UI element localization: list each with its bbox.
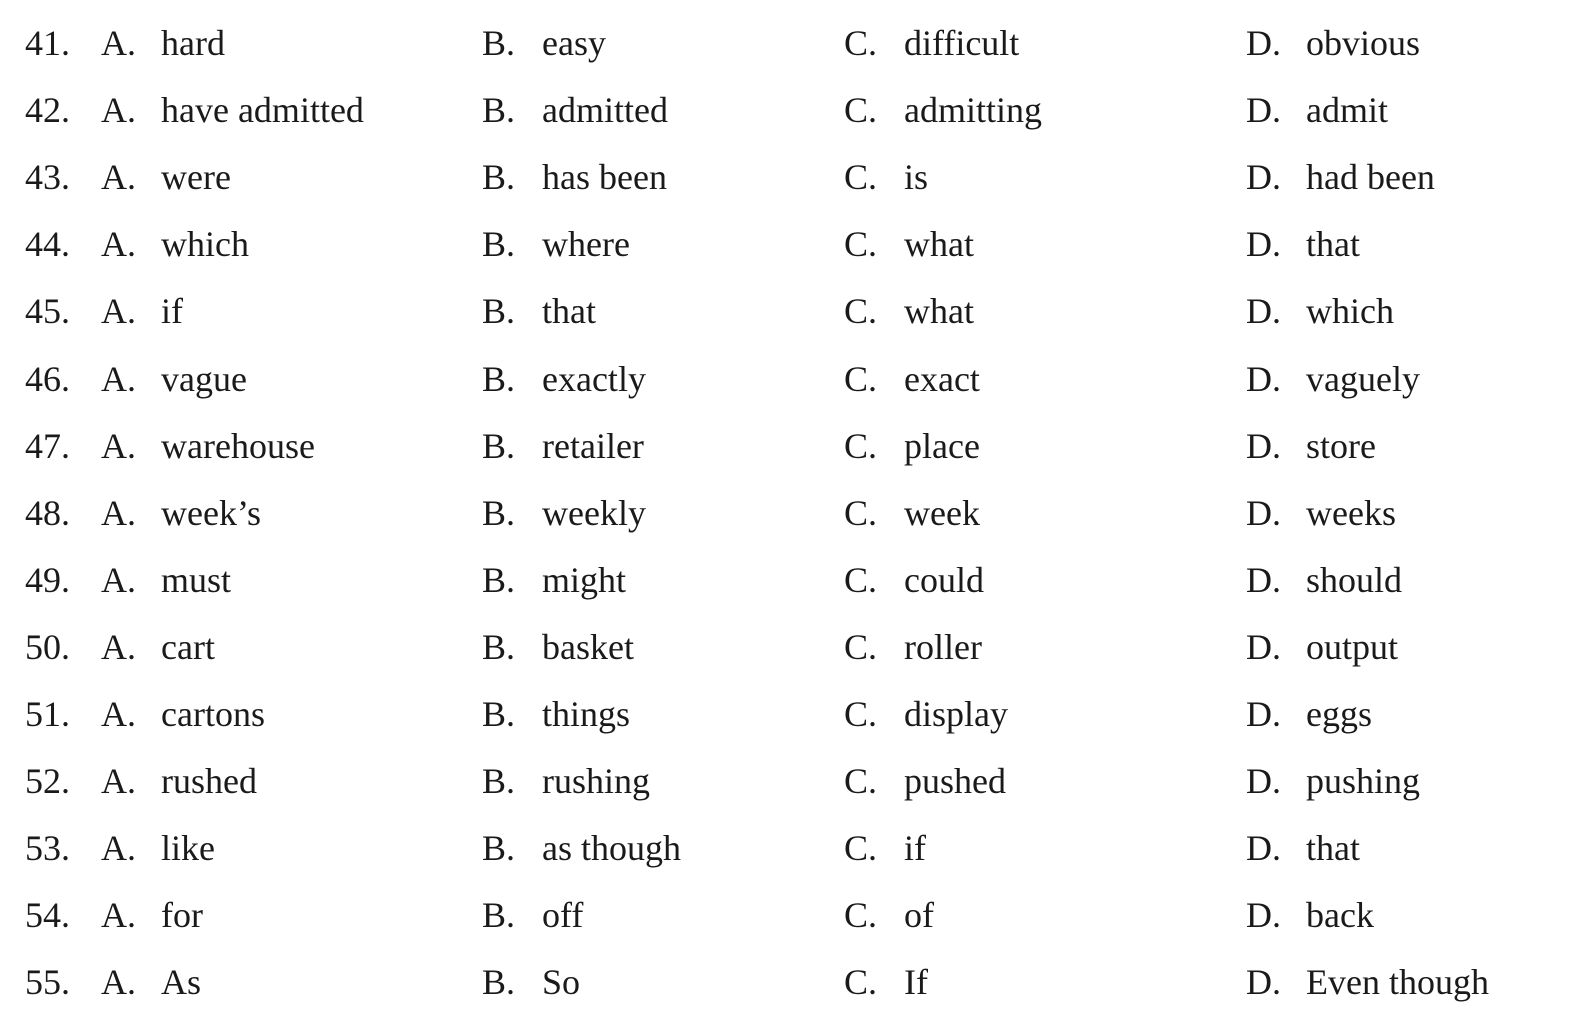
option-letter: B.	[482, 828, 516, 869]
option-letter: C.	[844, 23, 878, 63]
option-text: weekly	[542, 492, 646, 533]
option-letter: D.	[1246, 23, 1281, 63]
option-text: which	[161, 224, 249, 265]
option-letter: A.	[101, 559, 136, 600]
option-d	[1246, 614, 1399, 681]
question-row	[0, 815, 1572, 882]
option-a	[101, 10, 225, 77]
option-letter: C.	[844, 90, 878, 131]
option-text: might	[542, 559, 627, 600]
question-number: 51.	[25, 694, 70, 734]
question-row	[0, 413, 1572, 480]
option-b	[482, 949, 581, 1016]
option-a	[101, 278, 183, 345]
option-letter: A.	[101, 626, 136, 667]
question-number: 52.	[25, 761, 70, 802]
option-letter: D.	[1246, 224, 1281, 265]
option-text: weeks	[1306, 492, 1396, 533]
option-d	[1246, 547, 1403, 614]
option-text: exactly	[542, 358, 646, 399]
option-c	[844, 211, 974, 278]
option-letter: C.	[844, 626, 878, 667]
question-row	[0, 882, 1572, 949]
question-number: 50.	[25, 626, 70, 667]
option-letter: D.	[1246, 895, 1281, 936]
option-text: obvious	[1306, 23, 1421, 63]
option-a	[101, 748, 257, 815]
question-number: 41.	[25, 23, 70, 63]
option-letter: D.	[1246, 761, 1281, 802]
option-b	[482, 547, 627, 614]
option-a	[101, 77, 364, 144]
question-number: 46.	[25, 358, 70, 399]
option-b	[482, 681, 631, 748]
option-text: rushing	[542, 761, 650, 802]
option-c	[844, 815, 926, 882]
question-number: 54.	[25, 895, 70, 936]
option-text: easy	[542, 23, 606, 63]
option-text: place	[904, 425, 980, 466]
option-text: week’s	[161, 492, 261, 533]
option-letter: C.	[844, 694, 878, 734]
option-letter: B.	[482, 962, 516, 1003]
option-c	[844, 614, 982, 681]
option-b	[482, 77, 668, 144]
option-letter: B.	[482, 358, 516, 399]
option-text: rushed	[161, 761, 257, 802]
option-text: So	[542, 962, 581, 1003]
option-d	[1246, 211, 1360, 278]
option-text: what	[904, 224, 974, 265]
option-letter: B.	[482, 895, 516, 936]
option-a	[101, 144, 231, 211]
option-text: basket	[542, 626, 634, 667]
option-letter: A.	[101, 23, 136, 63]
option-text: things	[542, 694, 631, 734]
option-letter: D.	[1246, 828, 1281, 869]
option-letter: A.	[101, 157, 136, 198]
option-text: as though	[542, 828, 681, 869]
option-text: has been	[542, 157, 667, 198]
option-text: admit	[1306, 90, 1388, 131]
option-a	[101, 547, 232, 614]
option-b	[482, 480, 646, 547]
option-text: that	[1306, 828, 1360, 869]
option-letter: D.	[1246, 626, 1281, 667]
option-text: roller	[904, 626, 982, 667]
option-text: If	[904, 962, 928, 1003]
option-text: is	[904, 157, 929, 198]
question-row	[0, 949, 1572, 1016]
option-text: retailer	[542, 425, 644, 466]
option-d	[1246, 10, 1421, 77]
option-text: week	[904, 492, 980, 533]
option-text: warehouse	[161, 425, 315, 466]
option-b	[482, 748, 650, 815]
option-b	[482, 614, 634, 681]
option-c	[844, 10, 1020, 77]
option-letter: A.	[101, 291, 136, 332]
option-letter: D.	[1246, 694, 1281, 734]
option-b	[482, 278, 596, 345]
option-text: Even though	[1306, 962, 1489, 1003]
option-a	[101, 480, 261, 547]
option-letter: A.	[101, 224, 136, 265]
option-letter: B.	[482, 626, 516, 667]
option-text: cartons	[161, 694, 265, 734]
option-text: were	[161, 157, 231, 198]
option-c	[844, 144, 929, 211]
option-letter: C.	[844, 828, 878, 869]
option-text: back	[1306, 895, 1374, 936]
option-letter: C.	[844, 962, 878, 1003]
option-d	[1246, 480, 1396, 547]
option-b	[482, 144, 667, 211]
option-d	[1246, 144, 1435, 211]
option-letter: D.	[1246, 425, 1281, 466]
question-row	[0, 211, 1572, 278]
option-letter: A.	[101, 694, 136, 734]
option-text: vaguely	[1306, 358, 1420, 399]
option-text: pushed	[904, 761, 1006, 802]
option-letter: D.	[1246, 157, 1281, 198]
question-number: 48.	[25, 492, 70, 533]
option-text: As	[161, 962, 202, 1003]
option-text: have admitted	[161, 90, 364, 131]
option-letter: C.	[844, 291, 878, 332]
option-text: that	[1306, 224, 1360, 265]
option-letter: B.	[482, 425, 516, 466]
option-letter: B.	[482, 23, 516, 63]
option-letter: B.	[482, 291, 516, 332]
option-a	[101, 815, 215, 882]
question-number: 45.	[25, 291, 70, 332]
question-row	[0, 748, 1572, 815]
option-d	[1246, 278, 1394, 345]
option-letter: B.	[482, 157, 516, 198]
option-d	[1246, 346, 1420, 413]
question-row	[0, 77, 1572, 144]
option-c	[844, 547, 984, 614]
option-d	[1246, 882, 1374, 949]
option-letter: C.	[844, 559, 878, 600]
option-a	[101, 211, 249, 278]
option-a	[101, 949, 202, 1016]
option-b	[482, 211, 630, 278]
option-letter: C.	[844, 224, 878, 265]
option-letter: B.	[482, 492, 516, 533]
option-d	[1246, 681, 1372, 748]
question-row	[0, 346, 1572, 413]
option-d	[1246, 748, 1421, 815]
option-a	[101, 346, 247, 413]
option-letter: A.	[101, 492, 136, 533]
option-text: what	[904, 291, 974, 332]
option-letter: B.	[482, 559, 516, 600]
question-row	[0, 547, 1572, 614]
question-number: 44.	[25, 224, 70, 265]
option-letter: A.	[101, 895, 136, 936]
option-letter: C.	[844, 425, 878, 466]
option-b	[482, 346, 646, 413]
question-number: 47.	[25, 425, 70, 466]
option-text: pushing	[1306, 761, 1421, 802]
option-b	[482, 413, 644, 480]
option-a	[101, 614, 215, 681]
option-letter: D.	[1246, 358, 1281, 399]
option-letter: B.	[482, 694, 516, 734]
option-text: cart	[161, 626, 215, 667]
option-letter: A.	[101, 90, 136, 131]
option-d	[1246, 413, 1376, 480]
option-text: hard	[161, 23, 225, 63]
option-d	[1246, 949, 1489, 1016]
option-text: off	[542, 895, 584, 936]
option-text: admitted	[542, 90, 668, 131]
option-text: for	[161, 895, 203, 936]
option-text: if	[904, 828, 926, 869]
option-c	[844, 949, 928, 1016]
option-letter: D.	[1246, 962, 1281, 1003]
option-text: admitting	[904, 90, 1042, 131]
option-letter: C.	[844, 358, 878, 399]
option-text: where	[542, 224, 630, 265]
option-d	[1246, 815, 1360, 882]
option-b	[482, 882, 584, 949]
option-text: output	[1306, 626, 1399, 667]
option-letter: A.	[101, 358, 136, 399]
option-letter: B.	[482, 90, 516, 131]
question-number: 53.	[25, 828, 70, 869]
option-text: should	[1306, 559, 1403, 600]
option-letter: A.	[101, 761, 136, 802]
option-text: vague	[161, 358, 247, 399]
option-letter: C.	[844, 157, 878, 198]
option-letter: C.	[844, 492, 878, 533]
option-c	[844, 77, 1042, 144]
question-row	[0, 480, 1572, 547]
option-letter: D.	[1246, 291, 1281, 332]
option-letter: C.	[844, 895, 878, 936]
question-number: 55.	[25, 962, 70, 1003]
option-a	[101, 413, 315, 480]
option-text: eggs	[1306, 694, 1372, 734]
option-letter: B.	[482, 761, 516, 802]
option-text: had been	[1306, 157, 1435, 198]
option-c	[844, 413, 980, 480]
option-letter: A.	[101, 828, 136, 869]
option-letter: D.	[1246, 90, 1281, 131]
question-row	[0, 144, 1572, 211]
option-text: if	[161, 291, 183, 332]
option-text: of	[904, 895, 934, 936]
option-letter: C.	[844, 761, 878, 802]
option-text: could	[904, 559, 984, 600]
option-letter: D.	[1246, 492, 1281, 533]
option-text: that	[542, 291, 596, 332]
option-a	[101, 681, 265, 748]
option-c	[844, 681, 1008, 748]
option-letter: D.	[1246, 559, 1281, 600]
question-number: 49.	[25, 559, 70, 600]
option-text: store	[1306, 425, 1376, 466]
option-c	[844, 748, 1006, 815]
option-c	[844, 278, 974, 345]
option-text: display	[904, 694, 1008, 734]
option-a	[101, 882, 203, 949]
option-text: like	[161, 828, 215, 869]
option-c	[844, 882, 934, 949]
question-row	[0, 278, 1572, 345]
option-d	[1246, 77, 1388, 144]
question-number: 42.	[25, 90, 70, 131]
option-b	[482, 10, 606, 77]
option-letter: A.	[101, 962, 136, 1003]
option-letter: A.	[101, 425, 136, 466]
question-row	[0, 614, 1572, 681]
option-text: must	[161, 559, 232, 600]
question-number: 43.	[25, 157, 70, 198]
question-row	[0, 681, 1572, 748]
option-c	[844, 480, 980, 547]
option-letter: B.	[482, 224, 516, 265]
option-c	[844, 346, 980, 413]
question-row	[0, 10, 1572, 77]
option-text: difficult	[904, 23, 1020, 63]
option-text: exact	[904, 358, 980, 399]
option-b	[482, 815, 681, 882]
option-text: which	[1306, 291, 1394, 332]
